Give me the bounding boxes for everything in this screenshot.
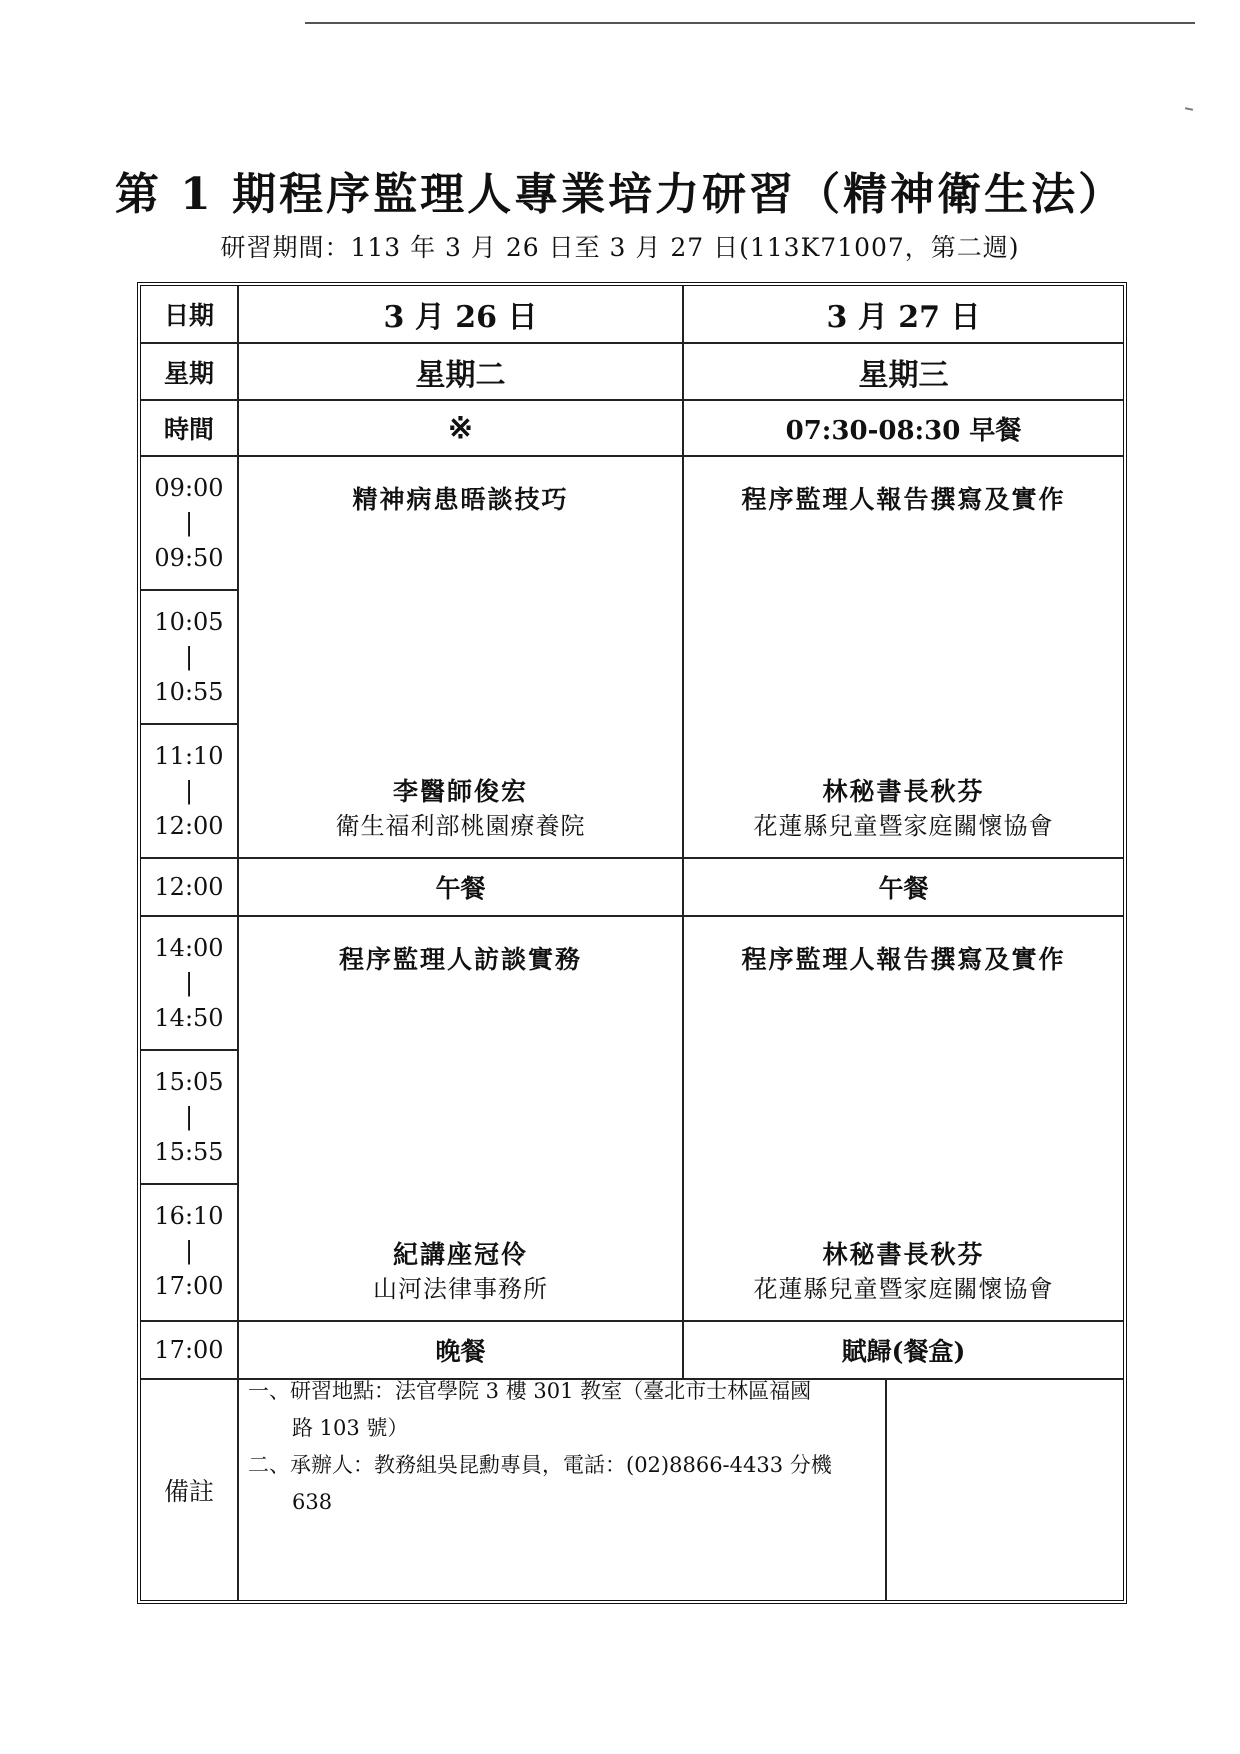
row-label-time: 時間 [163, 415, 214, 444]
day1-morning-session-title: 精神病患晤談技巧 [352, 485, 569, 514]
time-separator: | [184, 509, 194, 537]
time-start: 16:10 [154, 1202, 224, 1230]
row-label-date: 日期 [163, 301, 214, 330]
speaker-organization: 花蓮縣兒童暨家庭關懷協會 [753, 812, 1054, 840]
time-separator: | [184, 969, 194, 997]
day2-afternoon-speaker [684, 1238, 1123, 1306]
table-divider [885, 1380, 887, 1600]
day1-afternoon-speaker [239, 1238, 682, 1306]
speaker-name: 林秘書長秋芬 [822, 1240, 985, 1269]
table-divider [141, 723, 237, 725]
time-slot [141, 931, 237, 1036]
document-subtitle: 研習期間：113 年 3 月 26 日至 3 月 27 日(113K71007，第二週) [220, 233, 1020, 262]
note-line: 638 [292, 1490, 333, 1514]
time-slot [141, 605, 237, 710]
day2-morning-session-title: 程序監理人報告撰寫及實作 [741, 485, 1066, 514]
day1-dinner: 晚餐 [435, 1337, 486, 1366]
time-end: 10:55 [154, 678, 224, 706]
day1-lunch: 午餐 [435, 874, 486, 903]
speaker-organization: 山河法律事務所 [373, 1275, 548, 1303]
day2-date: 3 月 27 日 [826, 300, 981, 335]
day2-afternoon-session-title: 程序監理人報告撰寫及實作 [741, 945, 1066, 974]
document-title: 第 1 期程序監理人專業培力研習（精神衛生法） [114, 169, 1126, 220]
day2-departure: 賦歸(餐盒) [841, 1337, 966, 1366]
table-divider [141, 1183, 237, 1185]
speaker-name: 林秘書長秋芬 [822, 777, 985, 806]
time-start: 15:05 [154, 1068, 224, 1096]
table-divider [141, 589, 237, 591]
time-start: 10:05 [154, 608, 224, 636]
time-end: 09:50 [154, 544, 224, 572]
time-end: 17:00 [154, 1272, 224, 1300]
speaker-name: 紀講座冠伶 [392, 1240, 528, 1269]
time-slot [141, 471, 237, 576]
day1-early: ※ [447, 410, 474, 446]
time-start: 14:00 [154, 934, 224, 962]
scan-artifact-mark [1185, 107, 1193, 111]
table-divider [141, 915, 1123, 917]
day2-lunch: 午餐 [878, 874, 929, 903]
table-divider [141, 455, 1123, 457]
row-label-remarks: 備註 [163, 1477, 214, 1506]
note-line: 二、承辦人：教務組吳昆勳專員，電話：(02)8866-4433 分機 [248, 1453, 832, 1477]
day1-morning-speaker [239, 775, 682, 843]
day1-date: 3 月 26 日 [383, 300, 538, 335]
time-start: 09:00 [154, 474, 224, 502]
time-separator: | [184, 643, 194, 671]
speaker-organization: 衛生福利部桃園療養院 [335, 812, 586, 840]
day1-weekday: 星期二 [415, 357, 506, 393]
table-divider [141, 1049, 237, 1051]
note-line: 路 103 號） [292, 1416, 409, 1440]
day2-weekday: 星期三 [858, 357, 949, 393]
speaker-name: 李醫師俊宏 [392, 777, 528, 806]
note-line: 一、研習地點：法官學院 3 樓 301 教室（臺北市士林區福國 [248, 1379, 812, 1403]
time-end: 14:50 [154, 1004, 224, 1032]
time-slot [141, 1065, 237, 1170]
scan-artifact-line [305, 22, 1195, 24]
time-end: 15:55 [154, 1138, 224, 1166]
remarks-notes [248, 1373, 878, 1521]
time-separator: | [184, 1103, 194, 1131]
time-slot-noon: 12:00 [154, 873, 224, 901]
time-slot-evening: 17:00 [154, 1336, 224, 1364]
row-label-weekday: 星期 [163, 358, 214, 388]
time-start: 11:10 [154, 742, 224, 770]
time-slot [141, 1199, 237, 1304]
time-end: 12:00 [154, 812, 224, 840]
day2-early: 07:30-08:30 早餐 [785, 415, 1022, 446]
day1-afternoon-session-title: 程序監理人訪談實務 [338, 945, 582, 974]
time-separator: | [184, 777, 194, 805]
day2-morning-speaker [684, 775, 1123, 843]
time-slot [141, 739, 237, 844]
time-separator: | [184, 1237, 194, 1265]
speaker-organization: 花蓮縣兒童暨家庭關懷協會 [753, 1275, 1054, 1303]
